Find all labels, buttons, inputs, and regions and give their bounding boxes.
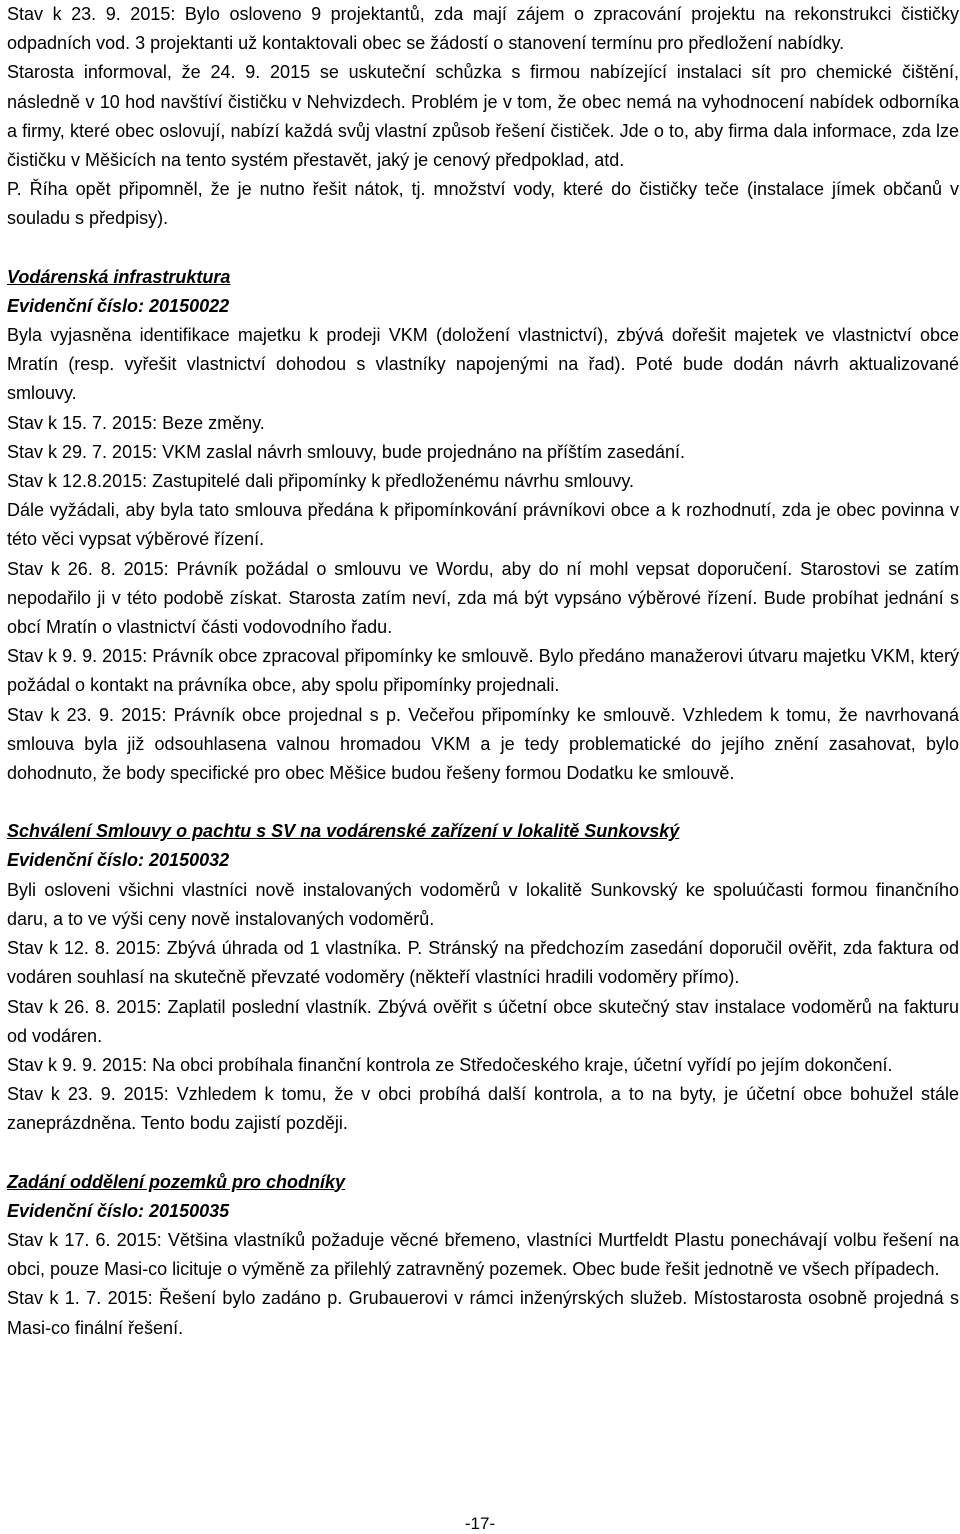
paragraph: Stav k 9. 9. 2015: Na obci probíhala finanční kontrola ze Středočeského kraje, účetní vyřídí po jejím dokončení.	[7, 1054, 893, 1075]
paragraph: Stav k 12. 8. 2015: Zbývá úhrada od 1 vlastníka. P. Stránský na předchozím zasedání doporučil ověřit, zda faktura od vodáren souhlasí na skutečně převzaté vodoměry (někteří vlastníci hradili vodoměry přímo).	[7, 938, 959, 988]
paragraph: Stav k 15. 7. 2015: Beze změny.	[7, 412, 265, 433]
paragraph: Starosta informoval, že 24. 9. 2015 se uskuteční schůzka s firmou nabízející instalaci sít pro chemické čištění, následně v 10 hod navštíví čističku v Nehvizdech. Problém je v tom, že obec nemá na vyhodnocení nabídek odborníka a firmy, které obec oslovují, nabízí každá svůj vlastní způsob řešení čističek. Jde o to, aby firma dala informace, zda lze čističku v Měšicích na tento systém přestavět, jaký je cenový předpoklad, atd.	[7, 62, 959, 171]
section-smlouva-o-pachtu	[7, 817, 959, 1138]
section-number: Evidenční číslo: 20150032	[7, 850, 230, 871]
paragraph: Stav k 12.8.2015: Zastupitelé dali připomínky k předloženému návrhu smlouvy.	[7, 471, 634, 492]
spacer	[7, 234, 959, 263]
spacer	[7, 788, 959, 817]
paragraph: P. Říha opět připomněl, že je nutno řešit nátok, tj. množství vody, které do čističky teče (instalace jímek občanů v souladu s předpisy).	[7, 179, 959, 229]
spacer	[7, 1139, 959, 1168]
section-number: Evidenční číslo: 20150035	[7, 1200, 230, 1221]
section-title: Zadání oddělení pozemků pro chodníky	[7, 1171, 346, 1192]
section-title: Schválení Smlouvy o pachtu s SV na vodárenské zařízení v lokalitě Sunkovský	[7, 821, 680, 842]
intro-block	[7, 0, 959, 234]
paragraph: Dále vyžádali, aby byla tato smlouva předána k připomínkování právníkovi obce a k rozhodnutí, zda je obec povinna v této věci vypsat výběrové řízení.	[7, 500, 959, 550]
paragraph: Stav k 29. 7. 2015: VKM zaslal návrh smlouvy, bude projednáno na příštím zasedání.	[7, 441, 686, 462]
paragraph: Stav k 26. 8. 2015: Právník požádal o smlouvu ve Wordu, aby do ní mohl vepsat doporučení. Starostovi se zatím nepodařilo ji v této podobě získat. Starosta zatím neví, zda má být vypsáno výběrové řízení. Bude probíhat jednání s obcí Mratín o vlastnictví části vodovodního řadu.	[7, 558, 959, 638]
paragraph: Stav k 23. 9. 2015: Vzhledem k tomu, že v obci probíhá další kontrola, a to na byty, je účetní obce bohužel stále zaneprázdněna. Tento bodu zajistí později.	[7, 1084, 959, 1134]
paragraph: Stav k 17. 6. 2015: Většina vlastníků požaduje věcné břemeno, vlastníci Murtfeldt Plastu ponechávají volbu řešení na obci, pouze Masi-co licituje o výměně za přilehlý zatravněný pozemek. Obec bude řešit jednotně ve všech případech.	[7, 1229, 959, 1280]
section-number: Evidenční číslo: 20150022	[7, 295, 230, 316]
paragraph: Stav k 9. 9. 2015: Právník obce zpracoval připomínky ke smlouvě. Bylo předáno manažerovi útvaru majetku VKM, který požádal o kontakt na právníka obce, aby spolu připomínky projednali.	[7, 646, 959, 696]
paragraph: Byli osloveni všichni vlastníci nově instalovaných vodoměrů v lokalitě Sunkovský ke spoluúčasti formou finančního daru, a to ve výši ceny nově instalovaných vodoměrů.	[7, 879, 959, 929]
section-vodarenska-infrastruktura	[7, 263, 959, 789]
document-page	[7, 0, 959, 1343]
section-oddeleni-pozemku	[7, 1168, 959, 1343]
paragraph: Stav k 23. 9. 2015: Právník obce projednal s p. Večeřou připomínky ke smlouvě. Vzhledem k tomu, že navrhovaná smlouva byla již odsouhlasena valnou hromadou VKM a je tedy problematické do jejího znění zasahovat, bylo dohodnuto, že body specifické pro obec Měšice budou řešeny formou Dodatku ke smlouvě.	[7, 704, 959, 784]
page-number: -17-	[464, 1514, 496, 1533]
paragraph: Stav k 23. 9. 2015: Bylo osloveno 9 projektantů, zda mají zájem o zpracování projektu na rekonstrukci čističky odpadních vod. 3 projektanti už kontaktovali obec se žádostí o stanovení termínu pro předložení nabídky.	[7, 4, 959, 54]
paragraph: Stav k 26. 8. 2015: Zaplatil poslední vlastník. Zbývá ověřit s účetní obce skutečný stav instalace vodoměrů na fakturu od vodáren.	[7, 996, 959, 1046]
paragraph: Stav k 1. 7. 2015: Řešení bylo zadáno p. Grubauerovi v rámci inženýrských služeb. Místostarosta osobně projedná s Masi-co finální řešení.	[7, 1288, 959, 1338]
paragraph: Byla vyjasněna identifikace majetku k prodeji VKM (doložení vlastnictví), zbývá dořešit majetek ve vlastnictví obce Mratín (resp. vyřešit vlastnictví dohodou s vlastníky napojenými na řad). Poté bude dodán návrh aktualizované smlouvy.	[7, 325, 959, 404]
section-title: Vodárenská infrastruktura	[7, 266, 231, 287]
